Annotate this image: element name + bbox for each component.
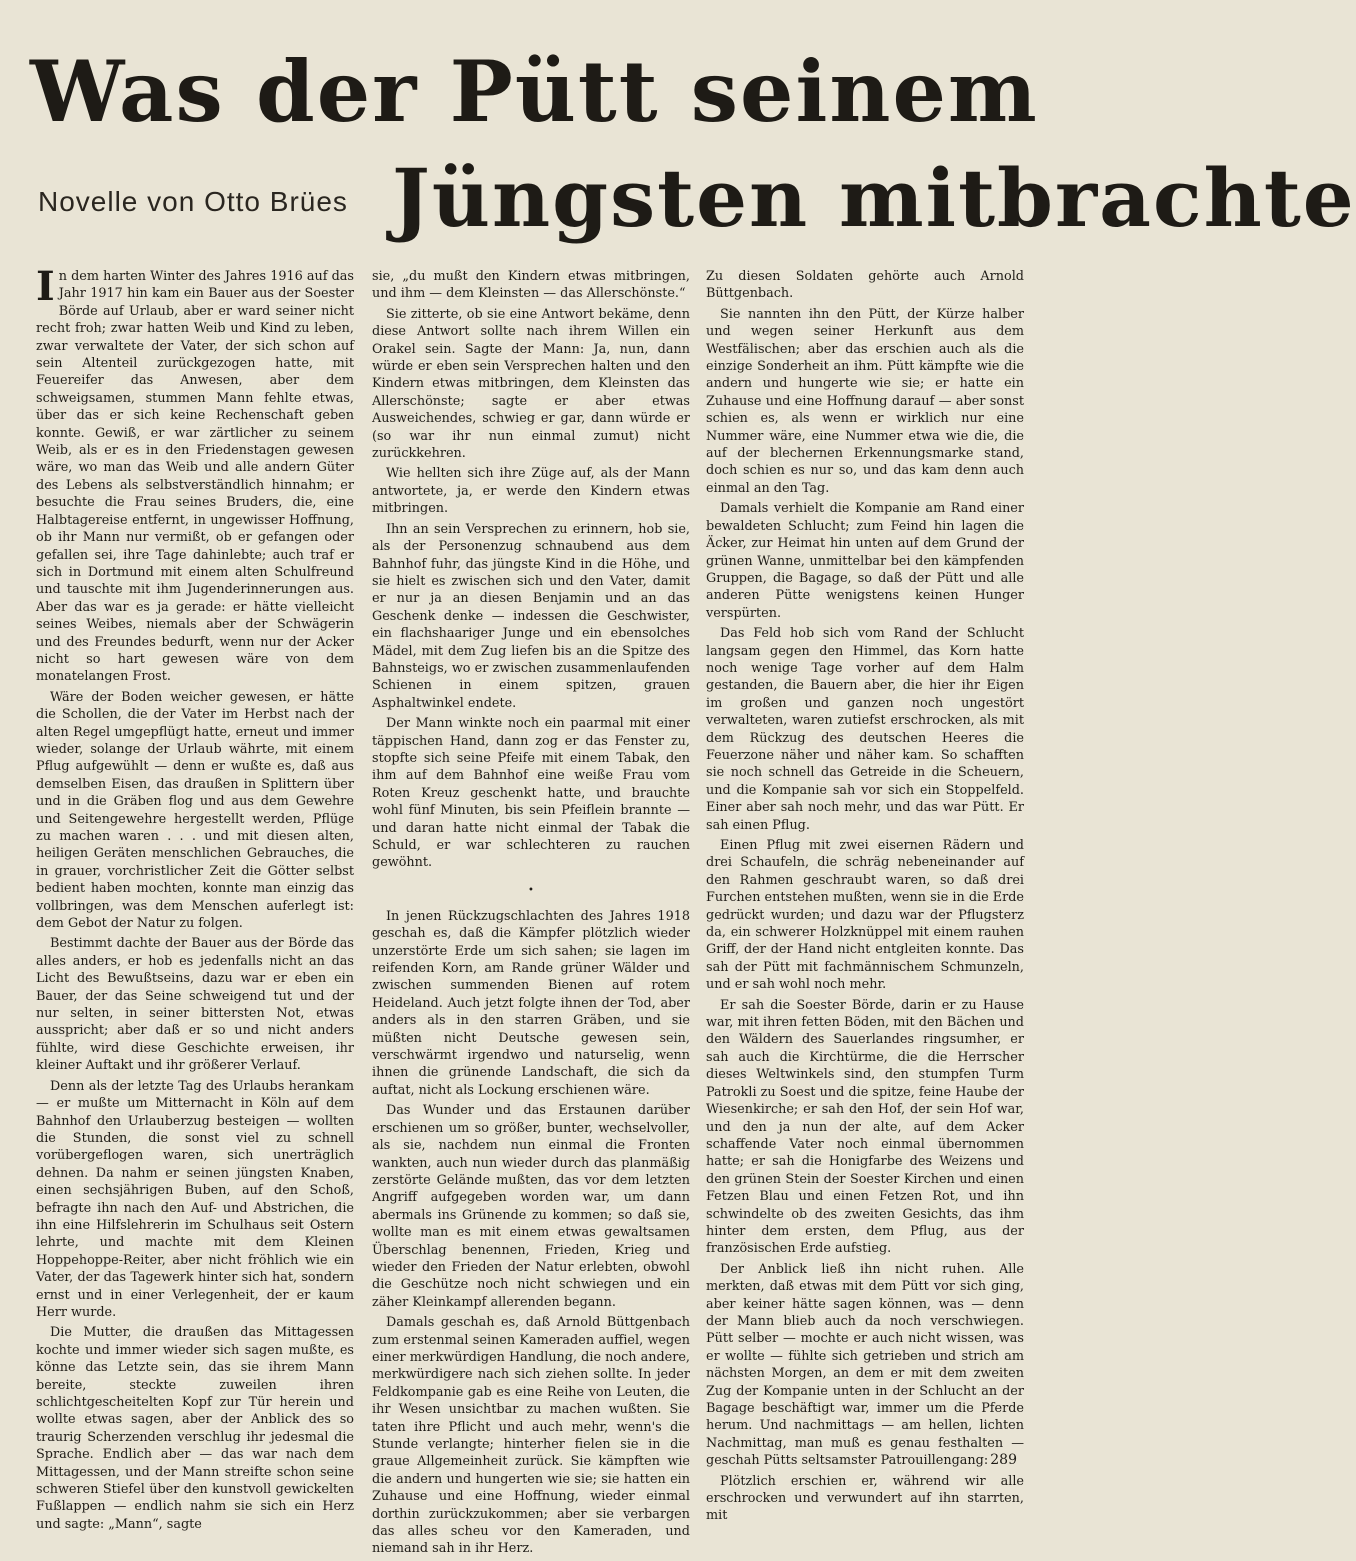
paragraph-text: n dem harten Winter des Jahres 1916 auf das Jahr 1917 hin kam ein Bauer aus der Soester Börde auf Urlaub, aber er ward seiner nicht recht froh; zwar hatten Weib und Kind zu leben, zwar verwaltete der Vater, der sich schon auf sein Altenteil zurückgezogen hatte, mit Feuereifer das Anwesen, aber dem schweigsamen, stummen Mann fehlte etwas, über das er sich keine Rechenschaft geben konnte. Gewiß, er war zärtlicher zu seinem Weib, als er es in den Friedenstagen gewesen wäre, wo man das Weib und alle andern Güter des Lebens als selbstverständlich hinnahm; er besuchte die Frau seines Bruders, die, eine Halbtagereise entfernt, in ungewisser Hoffnung, ob ihr Mann nur vermißt, ob er gefangen oder gefallen sei, ihre Tage dahinlebte; auch traf er sich in Dortmund mit einem alten Schulfreund und tauschte mit ihm Jugenderinnerungen aus. Aber das war es ja gerade: er hätte vielleicht seines Weibes, niemals aber der Schwägerin und des Freundes bedurft, wenn nur der Acker nicht so hart gewesen wäre von dem monatelangen Frost. [36,269,354,685]
paragraph: Er sah die Soester Börde, darin er zu Hause war, mit ihren fetten Böden, mit den Bächen und den Wäldern des Sauerlandes ringsumher, er sah auch die Kirchtürme, die die Herrscher dieses Weltwinkels sind, den stumpfen Turm Patrokli zu Soest und die spitze, feine Haube der Wiesenkirche; er sah den Hof, der sein Hof war, und den ja nun der alte, auf dem Acker schaffende Vater noch einmal übernommen hatte; er sah die Honigfarbe des Weizens und den grünen Stein der Soester Kirchen und einen Fetzen Blau und einen Fetzen Rot, und ihn schwindelte ob des zweiten Gesichts, das ihm hinter dem ersten, dem Pflug, aus der französischen Erde aufstieg. [706,997,1024,1257]
paragraph: Einen Pflug mit zwei eisernen Rädern und drei Schaufeln, die schräg nebeneinander auf den Rahmen geschraubt waren, so daß drei Furchen entstehen mußten, wenn sie in die Erde gedrückt wurden; und dazu war der Pflugsterz da, ein schwerer Holzknüppel mit einem rauhen Griff, der der Hand nicht entgleiten konnte. Das sah der Pütt mit fachmännischem Schmunzeln, und er sah wohl noch mehr. [706,838,1024,993]
paragraph: Bestimmt dachte der Bauer aus der Börde das alles anders, er hob es jedenfalls nicht an das Licht des Bewußtseins, dazu war er eben ein Bauer, der das Seine schweigend tut und der nur selten, in seiner bittersten Not, etwas ausspricht; aber daß er so und nicht anders fühlte, wird diese Geschichte erweisen, ihr kleiner Auftakt und ihr größerer Verlauf. [36,936,354,1074]
paragraph: Das Wunder und das Erstaunen darüber erschienen um so größer, bunter, wechselvoller, als sie, nachdem nun einmal die Fronten wankten, auch nun wieder durch das planmäßig zerstörte Gelände mußten, das vor dem letzten Angriff aufgegeben worden war, um dann abermals ins Grünende zu kommen; so daß sie, wollte man es mit einem etwas gewaltsamen Überschlag benennen, Frieden, Krieg und wieder den Frieden der Natur erlebten, obwohl die Geschütze noch nicht schwiegen und ein zäher Kleinkampf allerenden begann. [372,1103,690,1310]
paragraph: sie, „du mußt den Kindern etwas mitbringen, und ihm — dem Kleinsten — das Allerschönste.“ [372,269,690,302]
paragraph: Zu diesen Soldaten gehörte auch Arnold Büttgenbach. [706,269,1024,302]
paragraph: Das Feld hob sich vom Rand der Schlucht langsam gegen den Himmel, das Korn hatte noch wenige Tage vorher auf dem Halm gestanden, die Bauern aber, die hier ihr Eigen im großen und ganzen noch ungestört verwalteten, waren zutiefst erschrocken, als mit dem Rückzug des deutschen Heeres die Feuerzone näher und näher kam. So schafften sie noch schnell das Getreide in die Scheuern, und die Kompanie sah vor sich ein Stoppelfeld. Einer aber sah noch mehr, und das war Pütt. Er sah einen Pflug. [706,626,1024,833]
paragraph: Sie zitterte, ob sie eine Antwort bekäme, denn diese Antwort sollte nach ihrem Willen ein Orakel sein. Sagte der Mann: Ja, nun, dann würde er eben sein Versprechen halten und den Kindern etwas mitbringen, dem Kleinsten das Allerschönste; sagte er aber etwas Ausweichendes, schwieg er gar, dann würde er (so war ihr nun einmal zumut) nicht zurückkehren. [372,306,690,462]
paragraph: Damals geschah es, daß Arnold Büttgenbach zum erstenmal seinen Kameraden auffiel, wegen einer merkwürdigen Handlung, die noch andere, merkwürdigere nach sich ziehen sollte. In jeder Feldkompanie gab es eine Reihe von Leuten, die ihr Wesen unsichtbar zu machen wußten. Sie taten ihre Pflicht und auch mehr, wenn's die Stunde verlangte; hinterher fielen sie in die graue Allgemeinheit zurück. Sie kämpften wie die andern und hungerten wie sie; sie hatten ein Zuhause und eine Hoffnung, wieder einmal dorthin zurückzukommen; aber sie verbargen das alles scheu vor den Kameraden, und niemand sah in ihr Herz. [372,1315,690,1557]
paragraph [36,263,354,686]
column-3 [706,268,1024,1528]
column-1 [36,263,354,1536]
column-2 [372,268,690,1561]
paragraph: In jenen Rückzugschlachten des Jahres 1918 geschah es, daß die Kämpfer plötzlich wieder unzerstörte Erde um sich sahen; sie lagen im reifenden Korn, am Rande grüner Wälder und zwischen summenden Bienen auf rotem Heideland. Auch jetzt folgte ihnen der Tod, aber anders als in den starren Gräben, und sie müßten nicht Deutsche gewesen sein, verschwärmt irgendwo und naturselig, wenn ihnen die grünende Landschaft, die sich da auftat, nicht als Lockung erschienen wäre. [372,908,690,1098]
byline: Novelle von Otto Brües [38,186,348,217]
title-line-2: Jüngsten mitbrachte [392,151,1356,245]
paragraph: Denn als der letzte Tag des Urlaubs herankam — er mußte um Mitternacht in Köln auf dem Bahnhof den Urlauberzug besteigen — wollten die Stunden, die sonst viel zu schnell vorübergeflogen waren, sich unerträglich dehnen. Da nahm er seinen jüngsten Knaben, einen sechsjährigen Buben, auf den Schoß, befragte ihn nach den Auf- und Abstrichen, die ihn eine Hilfslehrerin im Schulhaus seit Ostern lehrte, und machte mit dem Kleinen Hoppehoppe-Reiter, aber nicht fröhlich wie ein Vater, der das Tagewerk hinter sich hat, sondern ernst und in einer Verlegenheit, der er kaum Herr wurde. [36,1078,354,1320]
paragraph: Der Mann winkte noch ein paarmal mit einer täppischen Hand, dann zog er das Fenster zu, stopfte sich seine Pfeife mit einem Tabak, den ihm auf dem Bahnhof eine weiße Frau vom Roten Kreuz geschenkt hatte, und brauchte wohl fünf Minuten, bis sein Pfeiflein brannte — und daran hatte nicht einmal der Tabak die Schuld, er war schlechteren zu rauchen gewöhnt. [372,716,690,871]
paragraph: Damals verhielt die Kompanie am Rand einer bewaldeten Schlucht; zum Feind hin lagen die Äcker, zur Heimat hin unten auf dem Grund der grünen Wanne, unmittelbar bei den kämpfenden Gruppen, die Bagage, so daß der Pütt und alle anderen Pütte wenigstens keinen Hunger verspürten. [706,501,1024,621]
paragraph: Ihn an sein Versprechen zu erinnern, hob sie, als der Personenzug schnaubend aus dem Bahnhof fuhr, das jüngste Kind in die Höhe, und sie hielt es zwischen sich und den Vater, damit er nur ja an diesen Benjamin und an das Geschenk denke — indessen die Geschwister, ein flachshaariger Junge und ein ebensolches Mädel, mit dem Zug liefen bis an die Spitze des Bahnsteigs, wo er zwischen zusammenlaufenden Schienen in einem spitzen, grauen Asphaltwinkel endete. [372,521,690,711]
paragraph: Die Mutter, die draußen das Mittagessen kochte und immer wieder sich sagen mußte, es könne das Letzte sein, das sie ihrem Mann bereite, steckte zuweilen ihren schlichtgescheitelten Kopf zur Tür herein und wollte etwas sagen, aber der Anblick des so traurig Scherzenden verschlug ihr jedesmal die Sprache. Endlich aber — das war nach dem Mittagessen, und der Mann streifte schon seine schweren Stiefel über den kunstvoll gewickelten Fußlappen — endlich nahm sie sich ein Herz und sagte: „Mann“, sagte [36,1325,354,1532]
drop-cap: I [36,263,55,310]
paragraph: Sie nannten ihn den Pütt, der Kürze halber und wegen seiner Herkunft aus dem Westfälischen; aber das erschien auch als die einzige Sonderheit an ihm. Pütt kämpfte wie die andern und hungerte wie sie; er hatte ein Zuhause und eine Hoffnung darauf — aber sonst schien es, als wenn er wirklich nur eine Nummer wäre, eine Nummer etwa wie die, die auf der blechernen Erkennungsmarke stand, doch schien es nur so, und das kam denn auch einmal an den Tag. [706,306,1024,496]
paragraph: Plötzlich erschien er, während wir alle erschrocken und verwundert auf ihn starrten, mit [706,1473,1024,1524]
paragraph: Wie hellten sich ihre Züge auf, als der Mann antwortete, ja, er werde den Kindern etwas mitbringen. [372,466,690,517]
section-divider: • [528,884,534,896]
page-number: 289 [990,1452,1017,1468]
paragraph: Wäre der Boden weicher gewesen, er hätte die Schollen, die der Vater im Herbst nach der alten Regel umgepflügt hatte, erneut und immer wieder, solange der Urlaub währte, mit einem Pflug aufgewühlt — denn er wußte es, daß aus demselben Eisen, das draußen in Splittern über und in die Gräben flog und aus dem Gewehre und Seitengewehre hergestellt werden, Pflüge zu machen waren . . . und mit diesen alten, heiligen Geräten menschlichen Gebrauches, die in grauer, vorchristlicher Zeit die Götter selbst bedient haben mochten, konnte man einzig das vollbringen, was dem Menschen auferlegt ist: dem Gebot der Natur zu folgen. [36,689,354,932]
paragraph: Der Anblick ließ ihn nicht ruhen. Alle merkten, daß etwas mit dem Pütt vor sich ging, aber keiner hätte sagen können, was — denn der Mann blieb auch da noch verschwiegen. Pütt selber — mochte er auch nicht wissen, was er wollte — fühlte sich getrieben und strich am nächsten Morgen, an dem er mit dem zweiten Zug der Kompanie unten in der Schlucht an der Bagage beschäftigt war, immer um die Pferde herum. Und nachmittags — am hellen, lichten Nachmittag, man muß es genau festhalten — geschah Pütts seltsamster Patrouillengang: [706,1261,1024,1469]
title-line-1: Was der Pütt seinem [30,42,1039,141]
